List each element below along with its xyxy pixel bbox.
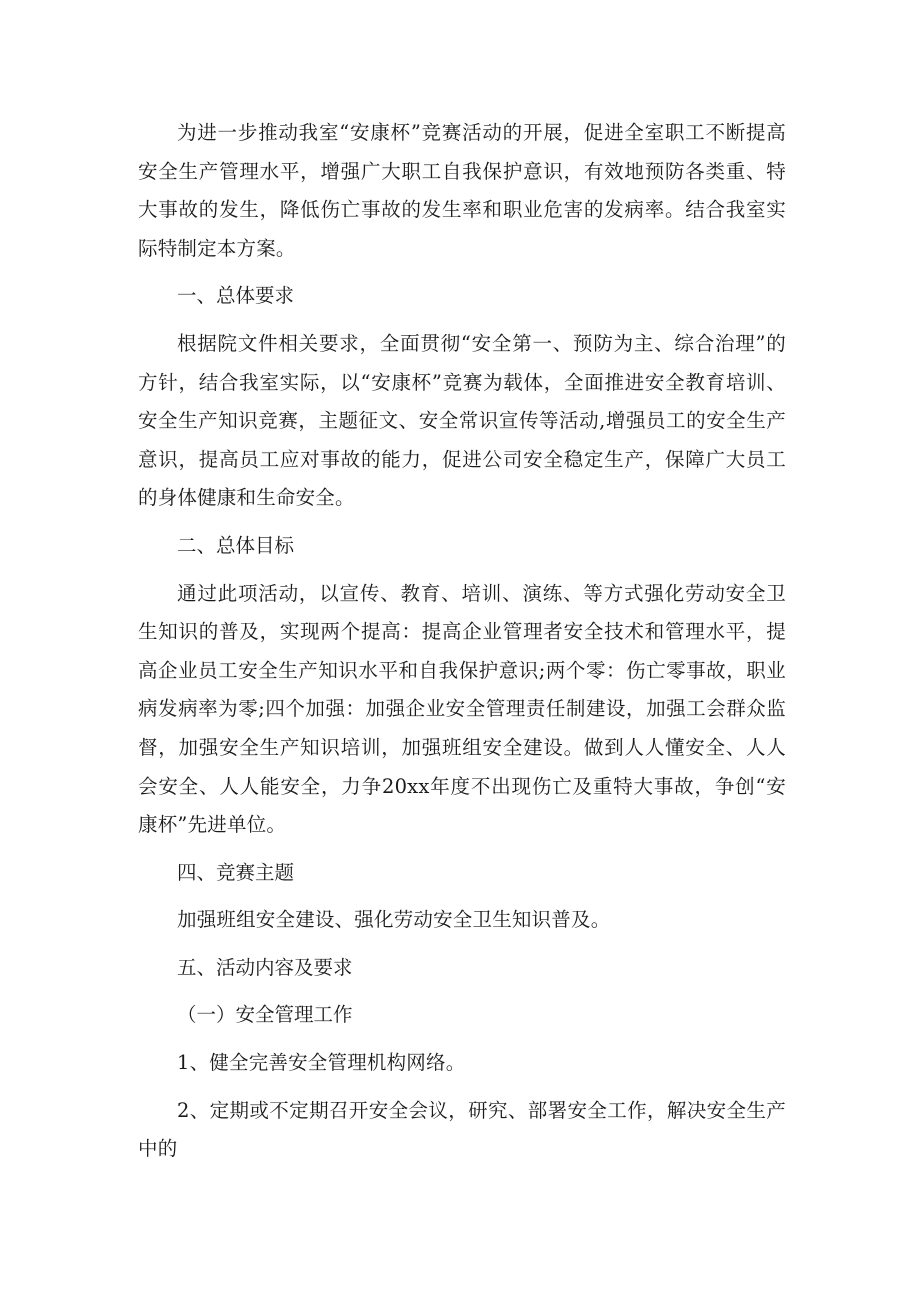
section-2-paragraph: 通过此项活动，以宣传、教育、培训、演练、等方式强化劳动安全卫生知识的普及，实现两个提高：提高企业管理者安全技术和管理水平，提高企业员工安全生产知识水平和自我保护意识;两个零：伤亡零事故，职业病发病率为零;四个加强：加强企业安全管理责任制建设，加强工会群众监督，加强安全生产知识培训，加强班组安全建设。做到人人懂安全、人人会安全、人人能安全，力争20xx年度不出现伤亡及重特大事故，争创“安康杯”先进单位。	[138, 581, 786, 837]
list-item-2: 2、定期或不定期召开安全会议，研究、部署安全工作，解决安全生产中的	[138, 1098, 786, 1161]
section-4-paragraph: 加强班组安全建设、强化劳动安全卫生知识普及。	[177, 908, 611, 932]
list-item-1: 1、健全完善安全管理机构网络。	[177, 1051, 466, 1075]
document-body	[138, 114, 786, 1169]
section-1-paragraph: 根据院文件相关要求，全面贯彻“安全第一、预防为主、综合治理”的方针，结合我室实际，以“安康杯”竞赛为载体，全面推进安全教育培训、安全生产知识竞赛，主题征文、安全常识宣传等活动,增强员工的安全生产意识，提高员工应对事故的能力，促进公司安全稳定生产，保障广大员工的身体健康和生命安全。	[138, 331, 786, 510]
intro-paragraph: 为进一步推动我室“安康杯”竞赛活动的开展，促进全室职工不断提高安全生产管理水平，增强广大职工自我保护意识，有效地预防各类重、特大事故的发生，降低伤亡事故的发生率和职业危害的发病率。结合我室实际特制定本方案。	[138, 121, 786, 260]
section-5-title: 五、活动内容及要求	[177, 955, 353, 979]
section-1-title: 一、总体要求	[177, 284, 295, 308]
section-2-title: 二、总体目标	[177, 533, 295, 557]
section-4-title: 四、竞赛主题	[177, 860, 295, 884]
subsection-1-title: （一）安全管理工作	[177, 1003, 353, 1027]
